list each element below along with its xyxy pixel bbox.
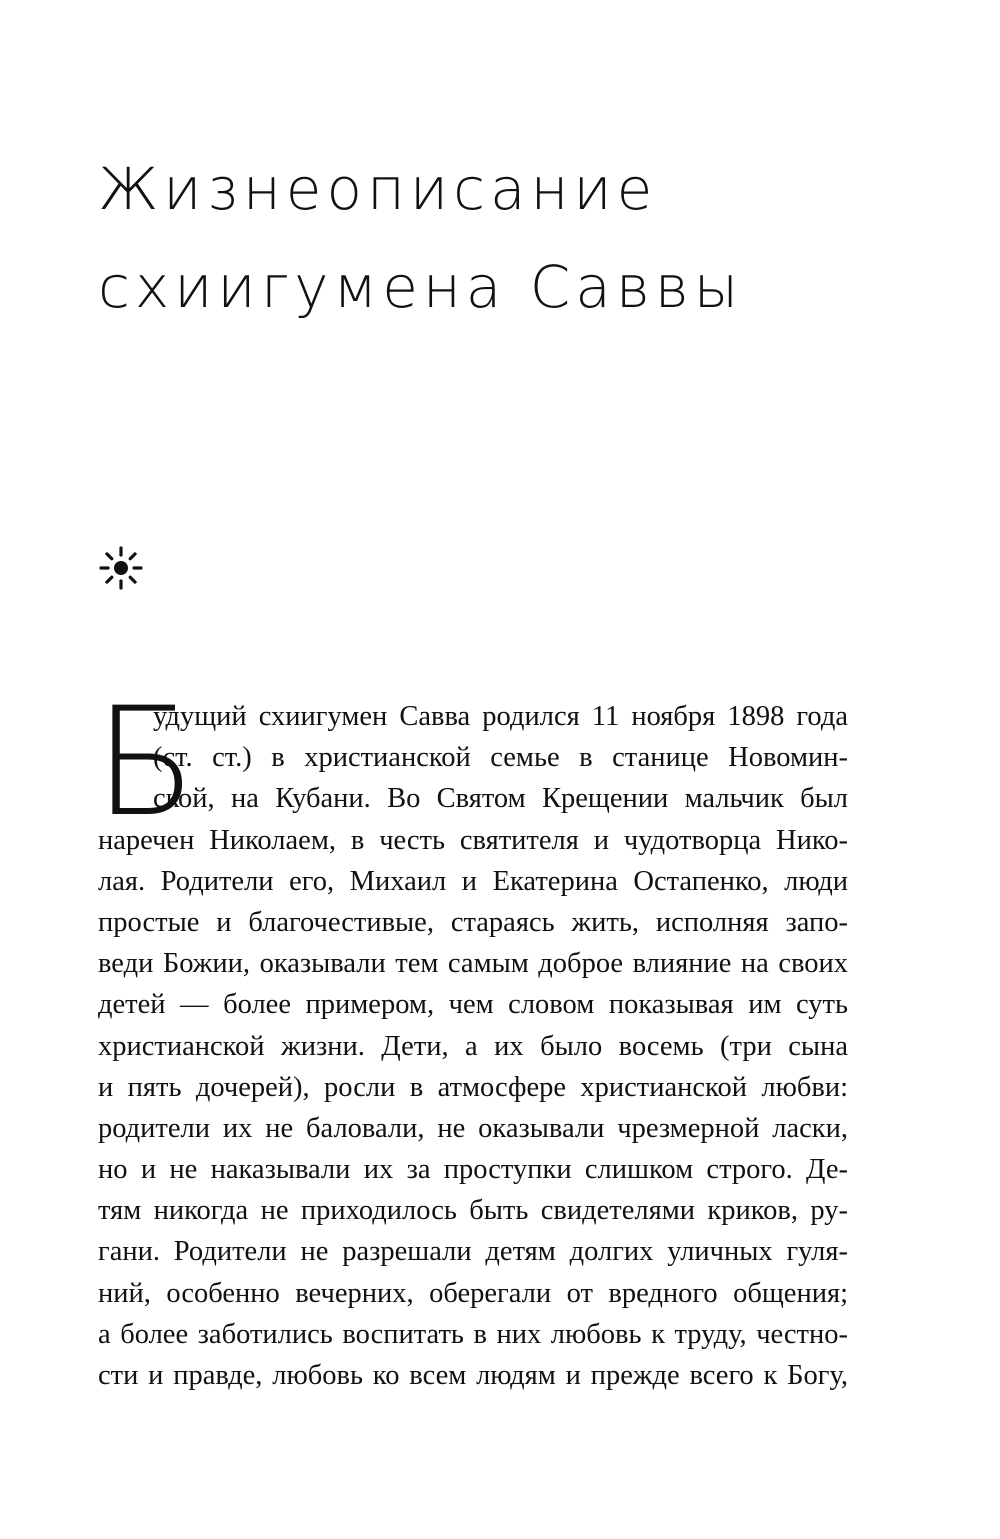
sun-ornament-icon (98, 545, 144, 591)
chapter-title-line-1: Жизнеописание (98, 155, 658, 223)
text-line: детей — более примером, чем словом показывая им суть (98, 989, 848, 1021)
text-line: а более заботились воспитать в них любовь к труду, честно- (98, 1318, 848, 1350)
drop-cap: Б (94, 676, 197, 850)
text-line: (ст. ст.) в христианской семье в станице Новомин- (153, 742, 848, 774)
text-line: удущий схиигумен Савва родился 11 ноября 1898 года (153, 701, 848, 732)
text-line: веди Божии, оказывали тем самым доброе влияние на своих (98, 948, 848, 980)
text-line: ской, на Кубани. Во Святом Крещении мальчик был (153, 783, 848, 815)
chapter-title-line-2: схиигумена Саввы (98, 253, 744, 321)
body-paragraph (98, 696, 848, 1396)
text-line: сти и правде, любовь ко всем людям и прежде всего к Богу, (98, 1360, 848, 1391)
text-line: ний, особенно вечерних, оберегали от вредного общения; (98, 1277, 848, 1309)
text-line: и пять дочерей), росли в атмосфере христианской любви: (98, 1071, 848, 1103)
text-line: простые и благочестивые, стараясь жить, исполняя запо- (98, 906, 848, 938)
text-line: но и не наказывали их за проступки слишком строго. Де- (98, 1154, 848, 1186)
text-line: тям никогда не приходилось быть свидетелями криков, ру- (98, 1195, 848, 1227)
text-line: лая. Родители его, Михаил и Екатерина Остапенко, люди (98, 865, 848, 897)
text-line: наречен Николаем, в честь святителя и чудотворца Нико- (98, 824, 848, 856)
text-line: гани. Родители не разрешали детям долгих уличных гуля- (98, 1236, 848, 1268)
chapter-title (98, 140, 898, 336)
text-line: христианской жизни. Дети, а их было восемь (три сына (98, 1030, 848, 1062)
text-line: родители их не баловали, не оказывали чрезмерной ласки, (98, 1112, 848, 1144)
